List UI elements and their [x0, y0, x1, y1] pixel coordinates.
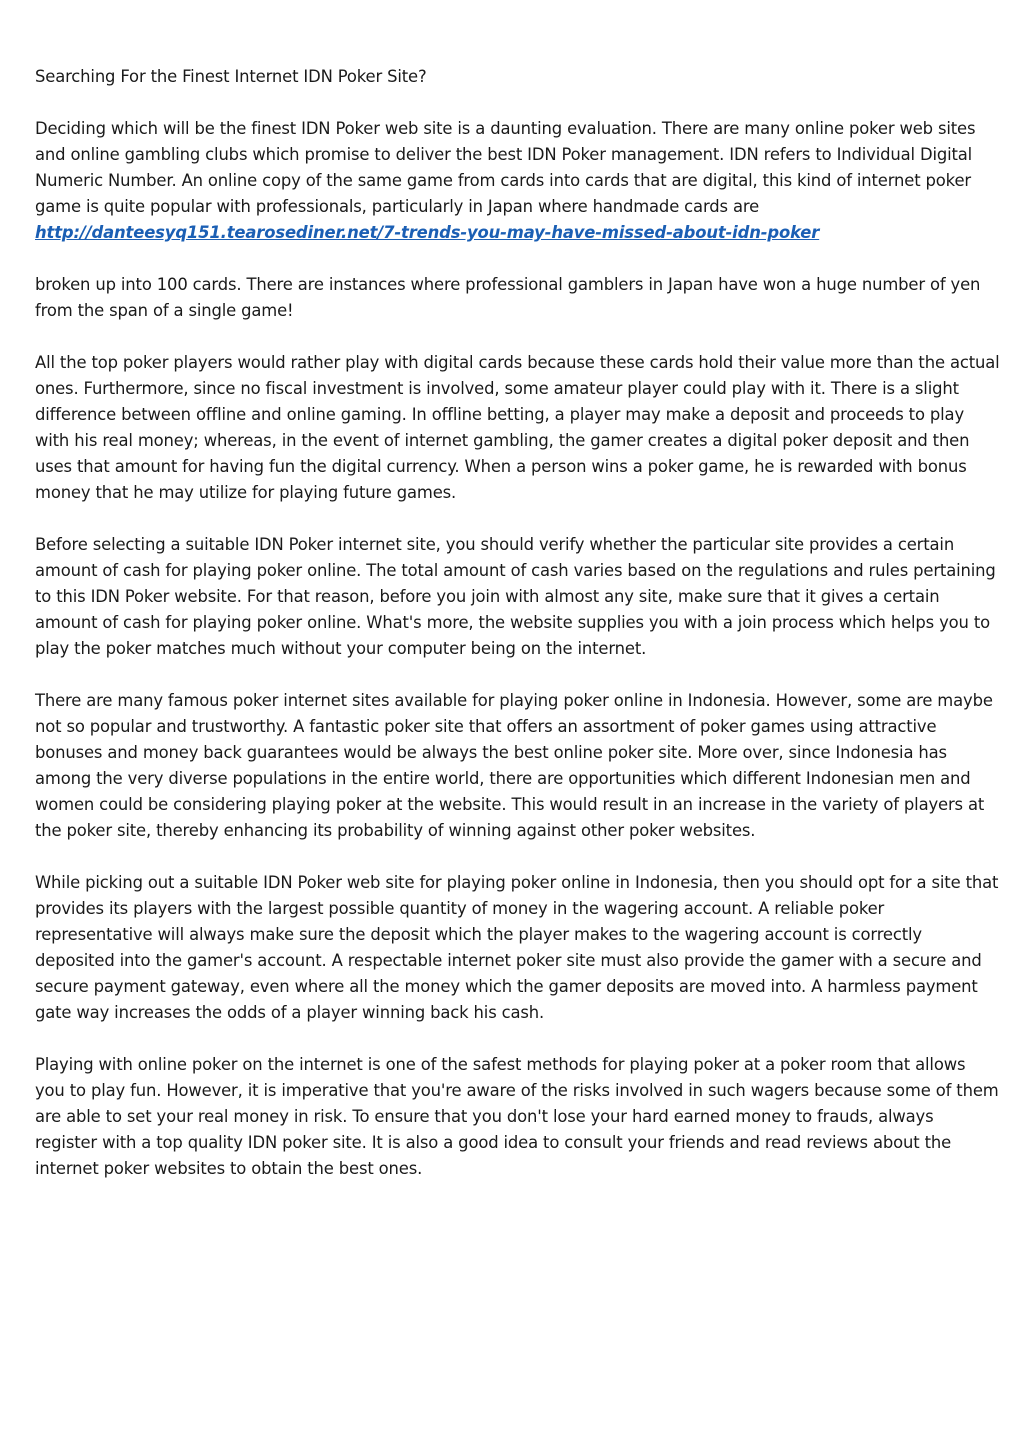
paragraph-4: Before selecting a suitable IDN Poker internet site, you should verify whether the particular site provides a certain amount of cash for playing poker online. The total amount of cash varies based on the regulations and rules pertaining to this IDN Poker website. For that reason, before you join with almost any site, make sure that it gives a certain amount of cash for playing poker online. What's more, the website supplies you with a join process which helps you to play the poker matches much without your computer being on the internet. [35, 535, 996, 658]
paragraph-3: All the top poker players would rather play with digital cards because these cards hold their value more than the actual ones. Furthermore, since no fiscal investment is involved, some amateur player could play with it. There is a slight difference between offline and online gaming. In offline betting, a player may make a deposit and proceeds to play with his real money; whereas, in the event of internet gambling, the gamer creates a digital poker deposit and then uses that amount for having fun the digital currency. When a person wins a poker game, he is rewarded with bonus money that he may utilize for playing future games. [35, 353, 1000, 502]
document-body [35, 64, 1000, 1208]
link-line [35, 220, 1000, 246]
paragraph-7: Playing with online poker on the internet is one of the safest methods for playing poker at a poker room that allows you to play fun. However, it is imperative that you're aware of the risks involved in such wagers because some of them are able to set your real money in risk. To ensure that you don't lose your hard earned money to frauds, always register with a top quality IDN poker site. It is also a good idea to consult your friends and read reviews about the internet poker websites to obtain the best ones. [35, 1055, 999, 1178]
paragraph-2: broken up into 100 cards. There are instances where professional gamblers in Japan have won a huge number of yen from the span of a single game! [35, 275, 981, 320]
paragraph-6: While picking out a suitable IDN Poker web site for playing poker online in Indonesia, then you should opt for a site that provides its players with the largest possible quantity of money in the wagering account. A reliable poker representative will always make sure the deposit which the player makes to the wagering account is correctly deposited into the gamer's account. A respectable internet poker site must also provide the gamer with a secure and secure payment gateway, even where all the money which the gamer deposits are moved into. A harmless payment gate way increases the odds of a player winning back his cash. [35, 873, 999, 1022]
paragraph-5: There are many famous poker internet sites available for playing poker online in Indonesia. However, some are maybe not so popular and trustworthy. A fantastic poker site that offers an assortment of poker games using attractive bonuses and money back guarantees would be always the best online poker site. More over, since Indonesia has among the very diverse populations in the entire world, there are opportunities which different Indonesian men and women could be considering playing poker at the website. This would result in an increase in the variety of players at the poker site, thereby enhancing its probability of winning against other poker websites. [35, 691, 993, 840]
document-title: Searching For the Finest Internet IDN Poker Site? [35, 67, 427, 86]
article-link[interactable]: http://danteesyq151.tearosediner.net/7-trends-you-may-have-missed-about-idn-poker [35, 223, 820, 242]
paragraph-1: Deciding which will be the finest IDN Poker web site is a daunting evaluation. There are many online poker web sites and online gambling clubs which promise to deliver the best IDN Poker management. IDN refers to Individual Digital Numeric Number. An online copy of the same game from cards into cards that are digital, this kind of internet poker game is quite popular with professionals, particularly in Japan where handmade cards are [35, 119, 976, 216]
